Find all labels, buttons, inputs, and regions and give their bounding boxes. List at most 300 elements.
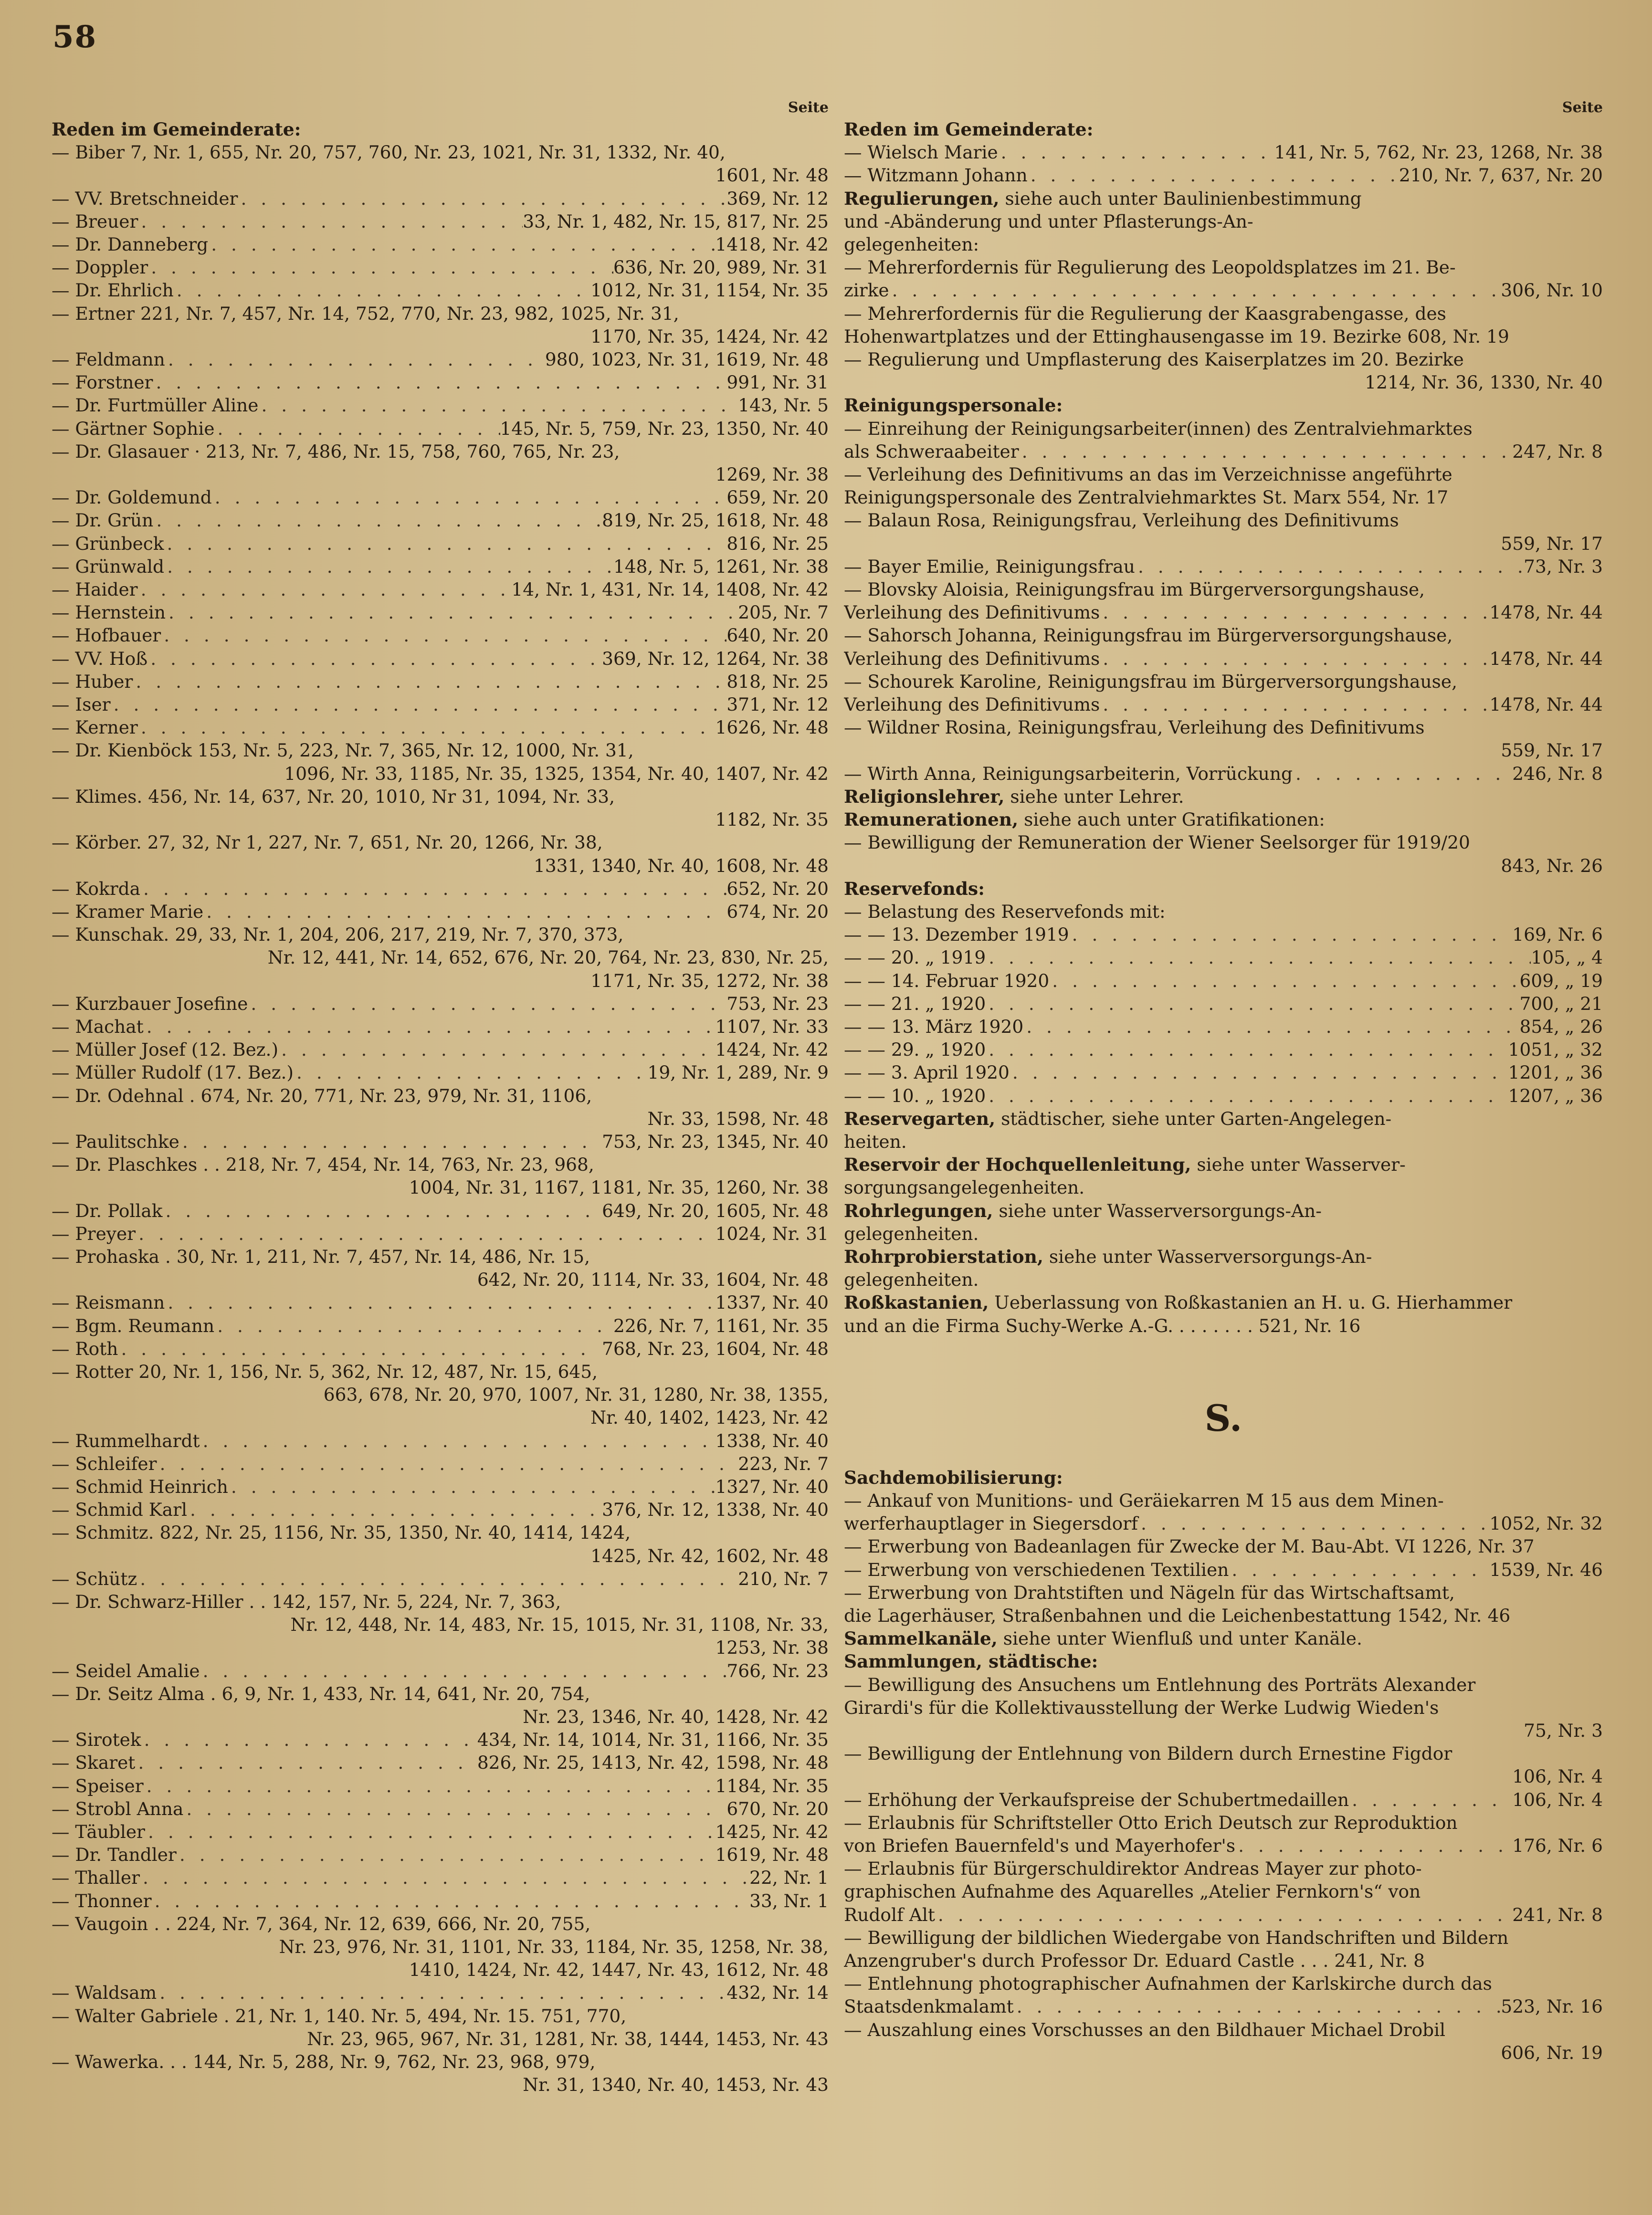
dot-leader	[203, 900, 726, 923]
entry-line: — Kunschak. 29, 33, Nr. 1, 204, 206, 217, 219, Nr. 7, 370, 373,	[52, 924, 624, 945]
index-entry	[52, 256, 829, 279]
entry-text: — Müller Josef (12. Bez.)	[52, 1039, 279, 1060]
entry-text: — Bayer Emilie, Reinigungsfrau	[844, 556, 1135, 577]
entry-reference: 14, Nr. 1, 431, Nr. 14, 1408, Nr. 42	[511, 579, 829, 600]
index-entry	[52, 578, 829, 601]
index-entry	[52, 900, 829, 923]
continuation-line: 1410, 1424, Nr. 42, 1447, Nr. 43, 1612, Nr. 48	[409, 1959, 829, 1981]
dot-leader	[200, 1429, 716, 1452]
index-entry	[52, 1590, 829, 1659]
index-entry	[844, 302, 1603, 348]
continuation-line: Nr. 31, 1340, Nr. 40, 1453, Nr. 43	[523, 2074, 829, 2096]
index-entry	[844, 1742, 1603, 1788]
entry-line	[844, 992, 1603, 1015]
entry-line	[52, 417, 829, 440]
entry-line	[52, 187, 829, 210]
entry-reference: 1619, Nr. 48	[715, 1844, 829, 1866]
entry-line	[52, 509, 829, 532]
entry-reference: 819, Nr. 25, 1618, Nr. 48	[602, 510, 829, 531]
entry-line: — Erwerbung von Badeanlagen für Zwecke der M. Bau-Abt. VI 1226, Nr. 37	[844, 1536, 1535, 1557]
dot-leader	[152, 1890, 750, 1912]
index-entry	[52, 486, 829, 509]
dot-leader	[157, 1452, 738, 1475]
continuation-line: 1182, Nr. 35	[715, 809, 829, 830]
index-entry	[52, 2050, 829, 2096]
index-entry	[52, 233, 829, 256]
index-entry	[52, 1797, 829, 1820]
entry-text: — Preyer	[52, 1223, 136, 1244]
dot-leader	[1069, 923, 1513, 946]
dot-leader	[1014, 1995, 1501, 2018]
index-entry	[844, 969, 1603, 992]
entry-line	[844, 647, 1603, 670]
entry-line	[844, 1512, 1603, 1535]
entry-reference: 1478, Nr. 44	[1489, 694, 1603, 715]
index-entry	[844, 831, 1603, 877]
entry-line: — Erlaubnis für Bürgerschuldirektor Andreas Mayer zur photo-	[844, 1858, 1422, 1879]
entry-line	[52, 1981, 829, 2004]
entry-rest: siehe unter Wasserversorgungs-An-	[1043, 1246, 1372, 1267]
entry-reference: 1418, Nr. 42	[715, 234, 829, 255]
continuation-line: Nr. 23, 965, 967, Nr. 31, 1281, Nr. 38, 1444, 1453, Nr. 43	[307, 2028, 829, 2049]
entry-line: — Bewilligung der Entlehnung von Bildern durch Ernestine Figdor	[844, 1743, 1452, 1764]
index-entry	[844, 1926, 1603, 1972]
index-entry	[52, 2005, 829, 2050]
entry-text: — — 13. Dezember 1919	[844, 924, 1069, 945]
entry-reference: 1338, Nr. 40	[715, 1430, 829, 1451]
index-entry	[844, 463, 1603, 509]
entry-text: — Kerner	[52, 717, 138, 738]
entry-text: werferhauptlager in Siegersdorf	[844, 1513, 1138, 1534]
entry-line: — Rotter 20, Nr. 1, 156, Nr. 5, 362, Nr. 12, 487, Nr. 15, 645,	[52, 1361, 598, 1382]
index-entry	[844, 877, 1603, 900]
entry-reference: 1051, „ 32	[1508, 1039, 1603, 1060]
entry-line	[52, 1429, 829, 1452]
entry-line	[844, 1199, 1603, 1222]
entry-text: — Schleifer	[52, 1453, 157, 1474]
dot-leader	[141, 1728, 477, 1751]
entry-text: — Schmid Karl	[52, 1499, 188, 1521]
entry-text: Verleihung des Definitivums	[844, 694, 1100, 715]
entry-line: — Mehrerfordernis für die Regulierung der Kaasgrabengasse, des	[844, 303, 1446, 324]
index-entry	[52, 693, 829, 716]
entry-text: Verleihung des Definitivums	[844, 648, 1100, 669]
entry-line: — Erwerbung von Drahtstiften und Nägeln für das Wirtschaftsamt,	[844, 1582, 1455, 1603]
entry-line	[52, 1498, 829, 1521]
entry-text: zirke	[844, 280, 889, 301]
continuation-line: Nr. 12, 448, Nr. 14, 483, Nr. 15, 1015, Nr. 31, 1108, Nr. 33,	[290, 1614, 829, 1636]
dot-leader	[177, 1843, 716, 1866]
dot-leader	[1028, 164, 1399, 187]
entry-line: Anzengruber's durch Professor Dr. Eduard Castle . . . 241, Nr. 8	[844, 1950, 1425, 1972]
entry-reference: 33, Nr. 1	[749, 1890, 829, 1911]
entry-text: — Roth	[52, 1338, 118, 1359]
continuation-line: 1425, Nr. 42, 1602, Nr. 48	[590, 1545, 829, 1566]
entry-line	[52, 992, 829, 1015]
entry-text: — Dr. Pollak	[52, 1200, 163, 1221]
index-entry	[52, 1567, 829, 1590]
index-entry	[844, 1489, 1603, 1535]
entry-line: — Verleihung des Definitivums an das im Verzeichnisse angeführte	[844, 464, 1452, 485]
dot-leader	[1293, 762, 1512, 785]
entry-text: — Skaret	[52, 1752, 136, 1774]
entry-text: — Thonner	[52, 1890, 152, 1911]
index-entry	[52, 187, 829, 210]
entry-reference: 659, Nr. 20	[726, 487, 829, 508]
dot-leader	[1019, 440, 1513, 463]
continuation-line: 106, Nr. 4	[1512, 1766, 1603, 1787]
entry-line: — Klimes. 456, Nr. 14, 637, Nr. 20, 1010, Nr 31, 1094, Nr. 33,	[52, 786, 615, 807]
index-entry	[52, 1130, 829, 1153]
dot-leader	[164, 555, 613, 578]
entry-line: — Mehrerfordernis für Regulierung des Leopoldsplatzes im 21. Be-	[844, 257, 1456, 278]
index-entry	[52, 923, 829, 992]
entry-line	[52, 532, 829, 555]
entry-text: — — 29. „ 1920	[844, 1039, 986, 1060]
entry-text: — — 21. „ 1920	[844, 993, 986, 1014]
entry-line: Hohenwartplatzes und der Ettinghausengasse im 19. Bezirke 608, Nr. 19	[844, 325, 1509, 347]
index-entry	[52, 509, 829, 532]
entry-line	[52, 1728, 829, 1751]
entry-reference: 371, Nr. 12	[726, 694, 829, 715]
entry-text: von Briefen Bauernfeld's und Mayerhofer's	[844, 1835, 1236, 1857]
entry-reference: 210, Nr. 7, 637, Nr. 20	[1399, 165, 1603, 186]
index-entry	[52, 440, 829, 486]
dot-leader	[294, 1061, 648, 1084]
entry-text: — Paulitschke	[52, 1131, 179, 1152]
entry-line	[844, 785, 1603, 808]
section-spacer	[844, 1337, 1603, 1390]
dot-leader	[133, 670, 726, 693]
right-column	[844, 98, 1603, 2064]
index-entry	[844, 1972, 1603, 2018]
index-entry	[844, 923, 1603, 946]
index-entry	[844, 624, 1603, 670]
index-entry	[52, 1820, 829, 1843]
index-entry	[844, 509, 1603, 555]
entry-line	[52, 1222, 829, 1245]
entry-text: — Kurzbauer Josefine	[52, 993, 248, 1014]
entry-line	[52, 578, 829, 601]
entry-line	[52, 1452, 829, 1475]
left-column	[52, 98, 829, 2096]
entry-text: — Kramer Marie	[52, 901, 204, 922]
dot-leader	[1010, 1061, 1508, 1084]
dot-leader	[1229, 1558, 1489, 1581]
index-entry	[844, 164, 1603, 187]
section-heading: Reden im Gemeinderate:	[844, 119, 1094, 140]
dot-leader	[148, 256, 613, 279]
index-entry	[52, 1521, 829, 1567]
entry-line: — Bewilligung der Remuneration der Wiener Seelsorger für 1919/20	[844, 832, 1470, 853]
entry-line	[844, 164, 1603, 187]
entry-line	[52, 348, 829, 371]
entry-text: — Grünwald	[52, 556, 165, 577]
continuation-line: 1269, Nr. 38	[715, 464, 829, 485]
entry-text: — — 13. März 1920	[844, 1016, 1024, 1037]
entry-reference: 369, Nr. 12	[726, 188, 829, 209]
continuation-line: 606, Nr. 19	[1501, 2042, 1603, 2063]
index-entry	[844, 716, 1603, 762]
continuation-line: 1253, Nr. 38	[715, 1637, 829, 1659]
continuation-line: Nr. 23, 976, Nr. 31, 1101, Nr. 33, 1184, Nr. 35, 1258, Nr. 38,	[279, 1936, 829, 1958]
entry-line: — Dr. Seitz Alma . 6, 9, Nr. 1, 433, Nr. 14, 641, Nr. 20, 754,	[52, 1683, 590, 1704]
index-entry	[52, 1084, 829, 1130]
dot-leader	[140, 1866, 749, 1889]
dot-leader	[153, 371, 726, 394]
index-entry	[52, 279, 829, 302]
continuation-line: 1171, Nr. 35, 1272, Nr. 38	[590, 970, 829, 991]
entry-text: — Bgm. Reumann	[52, 1315, 215, 1336]
entry-reference: 1201, „ 36	[1508, 1062, 1603, 1083]
dot-leader	[165, 1291, 715, 1314]
entry-line: — Regulierung und Umpflasterung des Kaiserplatzes im 20. Bezirke	[844, 349, 1464, 370]
entry-text: — Speiser	[52, 1775, 144, 1796]
entry-text: — Machat	[52, 1016, 144, 1037]
continuation-line: Nr. 40, 1402, 1423, Nr. 42	[590, 1407, 829, 1428]
entry-reference: 818, Nr. 25	[726, 671, 829, 692]
entry-line	[52, 1797, 829, 1820]
entry-line: und -Abänderung und unter Pflasterungs-An-	[844, 210, 1253, 232]
dot-leader	[212, 486, 727, 509]
entry-text: — Müller Rudolf (17. Bez.)	[52, 1062, 294, 1083]
entry-line	[52, 1774, 829, 1797]
entry-line: — Sahorsch Johanna, Reinigungsfrau im Bürgerversorgungshause,	[844, 625, 1453, 646]
entry-text: — Seidel Amalie	[52, 1660, 200, 1681]
index-entry	[844, 1245, 1603, 1291]
entry-reference: 145, Nr. 5, 759, Nr. 23, 1350, Nr. 40	[500, 418, 829, 439]
entry-reference: 223, Nr. 7	[738, 1453, 829, 1474]
entry-line	[844, 1291, 1603, 1314]
index-entry	[52, 1245, 829, 1291]
entry-line	[844, 1153, 1603, 1176]
index-entry	[52, 348, 829, 371]
entry-line	[844, 1558, 1603, 1581]
dot-leader	[118, 1337, 602, 1360]
entry-line: graphischen Aufnahme des Aquarelles „Atelier Fernkorn's“ von	[844, 1881, 1421, 1902]
entry-line	[844, 808, 1603, 831]
entry-line	[844, 1903, 1603, 1926]
index-entry	[844, 1788, 1603, 1811]
entry-rest: siehe unter Wienfluß und unter Kanäle.	[997, 1628, 1362, 1649]
continuation-line: 843, Nr. 26	[1501, 855, 1603, 876]
entry-reference: 640, Nr. 20	[726, 625, 829, 646]
entry-reference: 1207, „ 36	[1508, 1085, 1603, 1106]
dot-leader	[135, 1751, 477, 1774]
index-entry	[52, 1337, 829, 1360]
continuation-line: 1170, Nr. 35, 1424, Nr. 42	[590, 325, 829, 347]
entry-text: — Erwerbung von verschiedenen Textilien	[844, 1559, 1229, 1580]
entry-line: — Dr. Odehnal . 674, Nr. 20, 771, Nr. 23, 979, Nr. 31, 1106,	[52, 1085, 592, 1106]
entry-text: — VV. Bretschneider	[52, 188, 238, 209]
dot-leader	[1100, 647, 1489, 670]
entry-reference: 1626, Nr. 48	[715, 717, 829, 738]
section-letter: S.	[1204, 1396, 1242, 1439]
continuation-line: 1214, Nr. 36, 1330, Nr. 40	[1365, 372, 1603, 393]
entry-line	[844, 1015, 1603, 1038]
entry-reference: 1478, Nr. 44	[1489, 648, 1603, 669]
dot-leader	[111, 693, 727, 716]
entry-text: — Hernstein	[52, 602, 166, 623]
entry-line	[52, 1291, 829, 1314]
index-entry	[844, 1015, 1603, 1038]
index-entry	[844, 946, 1603, 969]
index-entry	[52, 877, 829, 900]
index-entry	[52, 1015, 829, 1038]
index-entry	[844, 992, 1603, 1015]
entry-reference: 1024, Nr. 31	[715, 1223, 829, 1244]
entry-text: als Schweraabeiter	[844, 441, 1019, 462]
entry-text: — Dr. Danneberg	[52, 234, 209, 255]
entry-reference: 246, Nr. 8	[1512, 763, 1603, 784]
dot-leader	[998, 141, 1274, 164]
entry-line: — Dr. Glasauer · 213, Nr. 7, 486, Nr. 15, 758, 760, 765, Nr. 23,	[52, 441, 620, 462]
entry-text: — Doppler	[52, 257, 148, 278]
index-entry	[844, 1627, 1603, 1650]
entry-rest: siehe unter Lehrer.	[1004, 786, 1184, 807]
dot-leader	[248, 992, 726, 1015]
index-entry	[52, 624, 829, 647]
entry-line: die Lagerhäuser, Straßenbahnen und die Leichenbestattung 1542, Nr. 46	[844, 1605, 1511, 1626]
dot-leader	[228, 1475, 716, 1498]
entry-line: — Balaun Rosa, Reinigungsfrau, Verleihung des Definitivums	[844, 510, 1399, 531]
entry-reference: 766, Nr. 23	[726, 1660, 829, 1681]
entry-line	[52, 1475, 829, 1498]
entry-reference: 176, Nr. 6	[1512, 1835, 1603, 1857]
dot-leader	[157, 1981, 726, 2004]
entry-line	[844, 601, 1603, 624]
entry-line: — Dr. Schwarz-Hiller . . 142, 157, Nr. 5, 224, Nr. 7, 363,	[52, 1591, 561, 1612]
index-entry	[52, 1475, 829, 1498]
index-entry	[52, 1061, 829, 1084]
index-entry	[844, 417, 1603, 463]
entry-line	[844, 1038, 1603, 1061]
entry-line	[52, 233, 829, 256]
continuation-line: 642, Nr. 20, 1114, Nr. 33, 1604, Nr. 48	[477, 1269, 829, 1291]
index-entry	[52, 1774, 829, 1797]
entry-reference: 169, Nr. 6	[1512, 924, 1603, 945]
entry-reference: 1337, Nr. 40	[715, 1292, 829, 1313]
entry-reference: 376, Nr. 12, 1338, Nr. 40	[602, 1499, 829, 1521]
entry-line	[52, 1314, 829, 1337]
section-heading: Reinigungspersonale:	[844, 395, 1063, 416]
dot-leader	[165, 348, 545, 371]
entry-line	[52, 601, 829, 624]
entry-line	[844, 1788, 1603, 1811]
entry-reference: 434, Nr. 14, 1014, Nr. 31, 1166, Nr. 35	[477, 1729, 829, 1751]
entry-reference: 523, Nr. 16	[1501, 1996, 1603, 2017]
entry-line	[844, 1995, 1603, 2018]
dot-leader	[986, 1084, 1508, 1107]
index-entry	[844, 1811, 1603, 1857]
entry-text: — Feldmann	[52, 349, 165, 370]
dot-leader	[179, 1130, 602, 1153]
entry-rest: Ueberlassung von Roßkastanien an H. u. G. Hierhammer	[989, 1292, 1513, 1313]
entry-reference: 609, „ 19	[1519, 970, 1603, 991]
entry-line: Reinigungspersonale des Zentralviehmarktes St. Marx 554, Nr. 17	[844, 487, 1449, 508]
index-entry	[844, 118, 1603, 141]
entry-line	[844, 141, 1603, 164]
entry-text: — Gärtner Sophie	[52, 418, 215, 439]
continuation-line: Nr. 12, 441, Nr. 14, 652, 676, Nr. 20, 764, Nr. 23, 830, Nr. 25,	[267, 947, 829, 968]
entry-line	[844, 693, 1603, 716]
entry-text: — Grünbeck	[52, 533, 164, 554]
entry-line	[844, 1107, 1603, 1130]
entry-text: — Breuer	[52, 210, 138, 232]
index-entry	[844, 1466, 1603, 1489]
entry-line	[844, 1061, 1603, 1084]
index-entry	[52, 670, 829, 693]
entry-line	[52, 394, 829, 417]
index-entry	[844, 141, 1603, 164]
entry-line: — Dr. Plaschkes . . 218, Nr. 7, 454, Nr. 14, 763, Nr. 23, 968,	[52, 1154, 594, 1176]
entry-text: — Dr. Grün	[52, 510, 154, 531]
entry-text: — Huber	[52, 671, 133, 692]
entry-reference: 670, Nr. 20	[726, 1798, 829, 1819]
index-entry	[52, 371, 829, 394]
entry-line	[52, 371, 829, 394]
entry-rest: siehe unter Wasserversorgungs-An-	[993, 1200, 1322, 1221]
entry-reference: 210, Nr. 7	[738, 1568, 829, 1589]
dot-leader	[258, 394, 738, 417]
entry-line	[844, 187, 1603, 210]
index-entry	[844, 1650, 1603, 1673]
index-entry	[844, 1199, 1603, 1245]
entry-rest: siehe auch unter Gratifikationen:	[1018, 809, 1325, 830]
index-entry	[52, 1314, 829, 1337]
index-entry	[52, 555, 829, 578]
entry-line	[844, 1084, 1603, 1107]
index-entry	[844, 348, 1603, 394]
entry-line	[52, 555, 829, 578]
section-heading: Reservefonds:	[844, 878, 985, 899]
index-entry	[844, 1153, 1603, 1199]
entry-keyword: Sammelkanäle,	[844, 1628, 998, 1649]
entry-keyword: Reservegarten,	[844, 1108, 996, 1129]
entry-reference: 226, Nr. 7, 1161, Nr. 35	[613, 1315, 829, 1336]
entry-reference: 73, Nr. 3	[1524, 556, 1603, 577]
entry-line	[844, 969, 1603, 992]
section-heading: Reden im Gemeinderate:	[52, 119, 301, 140]
index-entry	[52, 601, 829, 624]
entry-text: — Wielsch Marie	[844, 142, 998, 163]
entry-line	[52, 1015, 829, 1038]
dot-leader	[138, 716, 716, 739]
entry-reference: 1327, Nr. 40	[715, 1476, 829, 1497]
entry-text: — Rummelhardt	[52, 1430, 200, 1451]
entry-line: — Biber 7, Nr. 1, 655, Nr. 20, 757, 760, Nr. 23, 1021, Nr. 31, 1332, Nr. 40,	[52, 142, 726, 163]
index-entry	[52, 739, 829, 785]
continuation-line: 663, 678, Nr. 20, 970, 1007, Nr. 31, 1280, Nr. 38, 1355,	[323, 1384, 829, 1406]
entry-reference: 1539, Nr. 46	[1489, 1559, 1603, 1580]
entry-line	[52, 1866, 829, 1889]
entry-reference: 33, Nr. 1, 482, Nr. 15, 817, Nr. 25	[523, 210, 829, 232]
entry-text: — Dr. Tandler	[52, 1844, 177, 1866]
dot-leader	[163, 1199, 602, 1222]
entry-reference: 652, Nr. 20	[726, 878, 829, 899]
entry-line: — Entlehnung photographischer Aufnahmen der Karlskirche durch das	[844, 1973, 1492, 1995]
entry-text: — Hofbauer	[52, 625, 161, 646]
entry-reference: 1107, Nr. 33	[715, 1016, 829, 1037]
entry-reference: 991, Nr. 31	[726, 372, 829, 393]
seite-label: Seite	[788, 99, 829, 116]
seite-label: Seite	[1562, 99, 1603, 116]
continuation-line: 1004, Nr. 31, 1167, 1181, Nr. 35, 1260, Nr. 38	[409, 1177, 829, 1198]
index-entry	[844, 1061, 1603, 1084]
entry-line	[844, 555, 1603, 578]
index-entry	[844, 187, 1603, 256]
continuation-line: 1601, Nr. 48	[715, 165, 829, 186]
